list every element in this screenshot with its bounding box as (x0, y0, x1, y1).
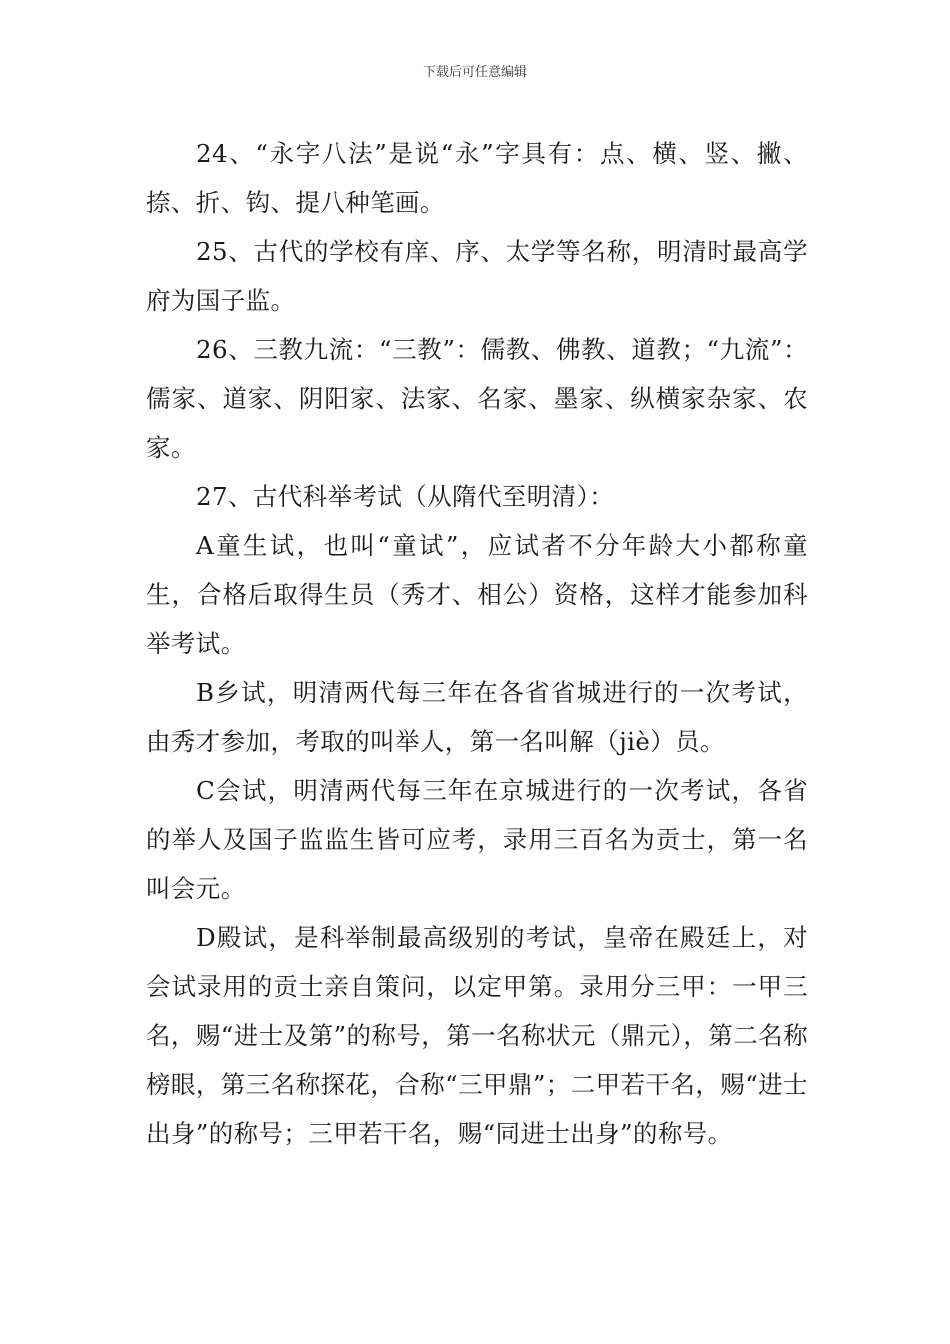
paragraph-27: 27、古代科举考试（从隋代至明清）： (196, 482, 615, 511)
document-body (146, 129, 808, 1158)
paragraph-26: 26、三教九流：“三教”：儒教、佛教、道教；“九流”：儒家、道家、阴阳家、法家、名家、墨家、纵横家杂家、农家。 (146, 335, 808, 462)
paragraph-b-xiangshi: B乡试，明清两代每三年在各省省城进行的一次考试，由秀才参加，考取的叫举人，第一名叫解（jiè）员。 (146, 678, 808, 756)
paragraph-a-tongshengshi: A童生试，也叫“童试”，应试者不分年龄大小都称童生，合格后取得生员（秀才、相公）资格，这样才能参加科举考试。 (146, 531, 808, 658)
paragraph-c-huishi: C会试，明清两代每三年在京城进行的一次考试，各省的举人及国子监监生皆可应考，录用三百名为贡士，第一名叫会元。 (146, 776, 808, 903)
page-header: 下载后可任意编辑 (422, 65, 527, 80)
paragraph-d-dianshi: D殿试，是科举制最高级别的考试，皇帝在殿廷上，对会试录用的贡士亲自策问，以定甲第。录用分三甲：一甲三名，赐“进士及第”的称号，第一名称状元（鼎元），第二名称榜眼，第三名称探花，合称“三甲鼎”；二甲若干名，赐“进士出身”的称号；三甲若干名，赐“同进士出身”的称号。 (146, 923, 808, 1148)
paragraph-25: 25、古代的学校有庠、序、太学等名称，明清时最高学府为国子监。 (146, 237, 808, 315)
paragraph-24: 24、“永字八法”是说“永”字具有：点、横、竖、撇、捺、折、钩、提八种笔画。 (146, 139, 808, 217)
